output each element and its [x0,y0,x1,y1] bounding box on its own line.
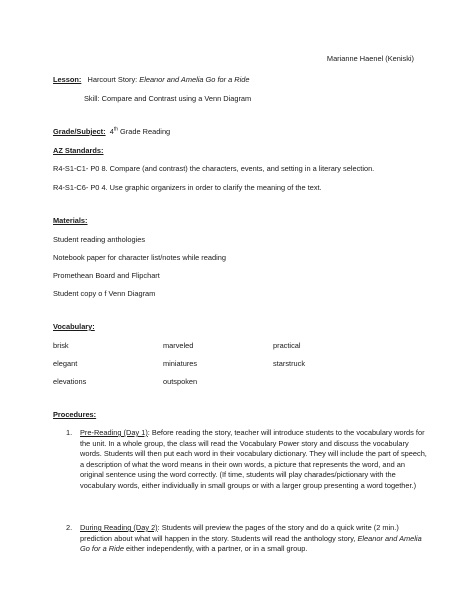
lesson-story-title: Eleanor and Amelia Go for a Ride [139,75,250,84]
material-item-1: Student reading anthologies [53,235,146,244]
procedure-text: either independently, with a partner, or in a small group. [123,544,308,554]
vocab-word: miniatures [163,359,198,368]
author-name: Marianne Haenel (Keniski) [326,54,414,63]
grade-suffix: th [113,126,118,133]
procedures-heading: Procedures: [53,410,97,419]
lesson-skill: Skill: Compare and Contrast using a Venn Diagram [84,94,252,103]
standard-item-2: R4-S1-C6- P0 4. Use graphic organizers in order to clarify the meaning of the text. [53,183,322,192]
material-item-4: Student copy o f Venn Diagram [53,289,156,298]
lesson-line [53,75,250,84]
vocab-word: marveled [163,341,194,350]
grade-label: Grade/Subject: [53,127,106,136]
grade-line [53,127,170,136]
materials-heading: Materials: [53,216,88,225]
procedure-text: : Before reading the story, teacher will introduce students to the vocabulary words for the unit. In a whole group, the class will read the Vocabulary Power story and discuss the vocabulary words. Students will then put each word in their vocabulary dictionary. They will include the part of speech, a description of what the word means in their own words, a picture that represents the word, and an original sentence using the word correctly. (If time, students will play charades/pictionary with the vocabulary words, either individually in small groups or with a larger group presenting a word together.) [80,428,427,490]
procedure-title: Pre-Reading (Day 1) [80,428,148,437]
vocab-word: elevations [53,377,87,386]
procedure-text: : Students will preview the pages of the story and do a quick write (2 min.) prediction about what will happen in the story. Students will read the anthology story, [80,523,399,543]
vocab-word: starstruck [273,359,306,368]
vocab-word: practical [273,341,301,350]
procedure-item-1 [80,428,430,492]
procedure-story-title: Eleanor and Amelia Go for a Ride [80,533,422,554]
standard-item-1: R4-S1-C1- P0 8. Compare (and contrast) the characters, events, and setting in a literary selection. [53,164,375,173]
standards-heading: AZ Standards: [53,146,104,155]
procedure-number: 2. [66,523,73,532]
vocabulary-heading: Vocabulary: [53,322,95,331]
grade-rest: Grade Reading [117,127,171,136]
lesson-label: Lesson: [53,75,82,84]
grade-number: 4 [109,127,114,136]
procedure-item-2 [80,523,430,555]
vocab-word: outspoken [163,377,198,386]
material-item-2: Notebook paper for character list/notes while reading [53,253,226,262]
procedure-title: During Reading (Day 2) [80,523,158,532]
vocab-word: brisk [53,341,69,350]
procedure-number: 1. [66,428,73,437]
material-item-3: Promethean Board and Flipchart [53,271,160,280]
lesson-story-prefix: Harcourt Story: [87,75,140,84]
vocab-word: elegant [53,359,78,368]
